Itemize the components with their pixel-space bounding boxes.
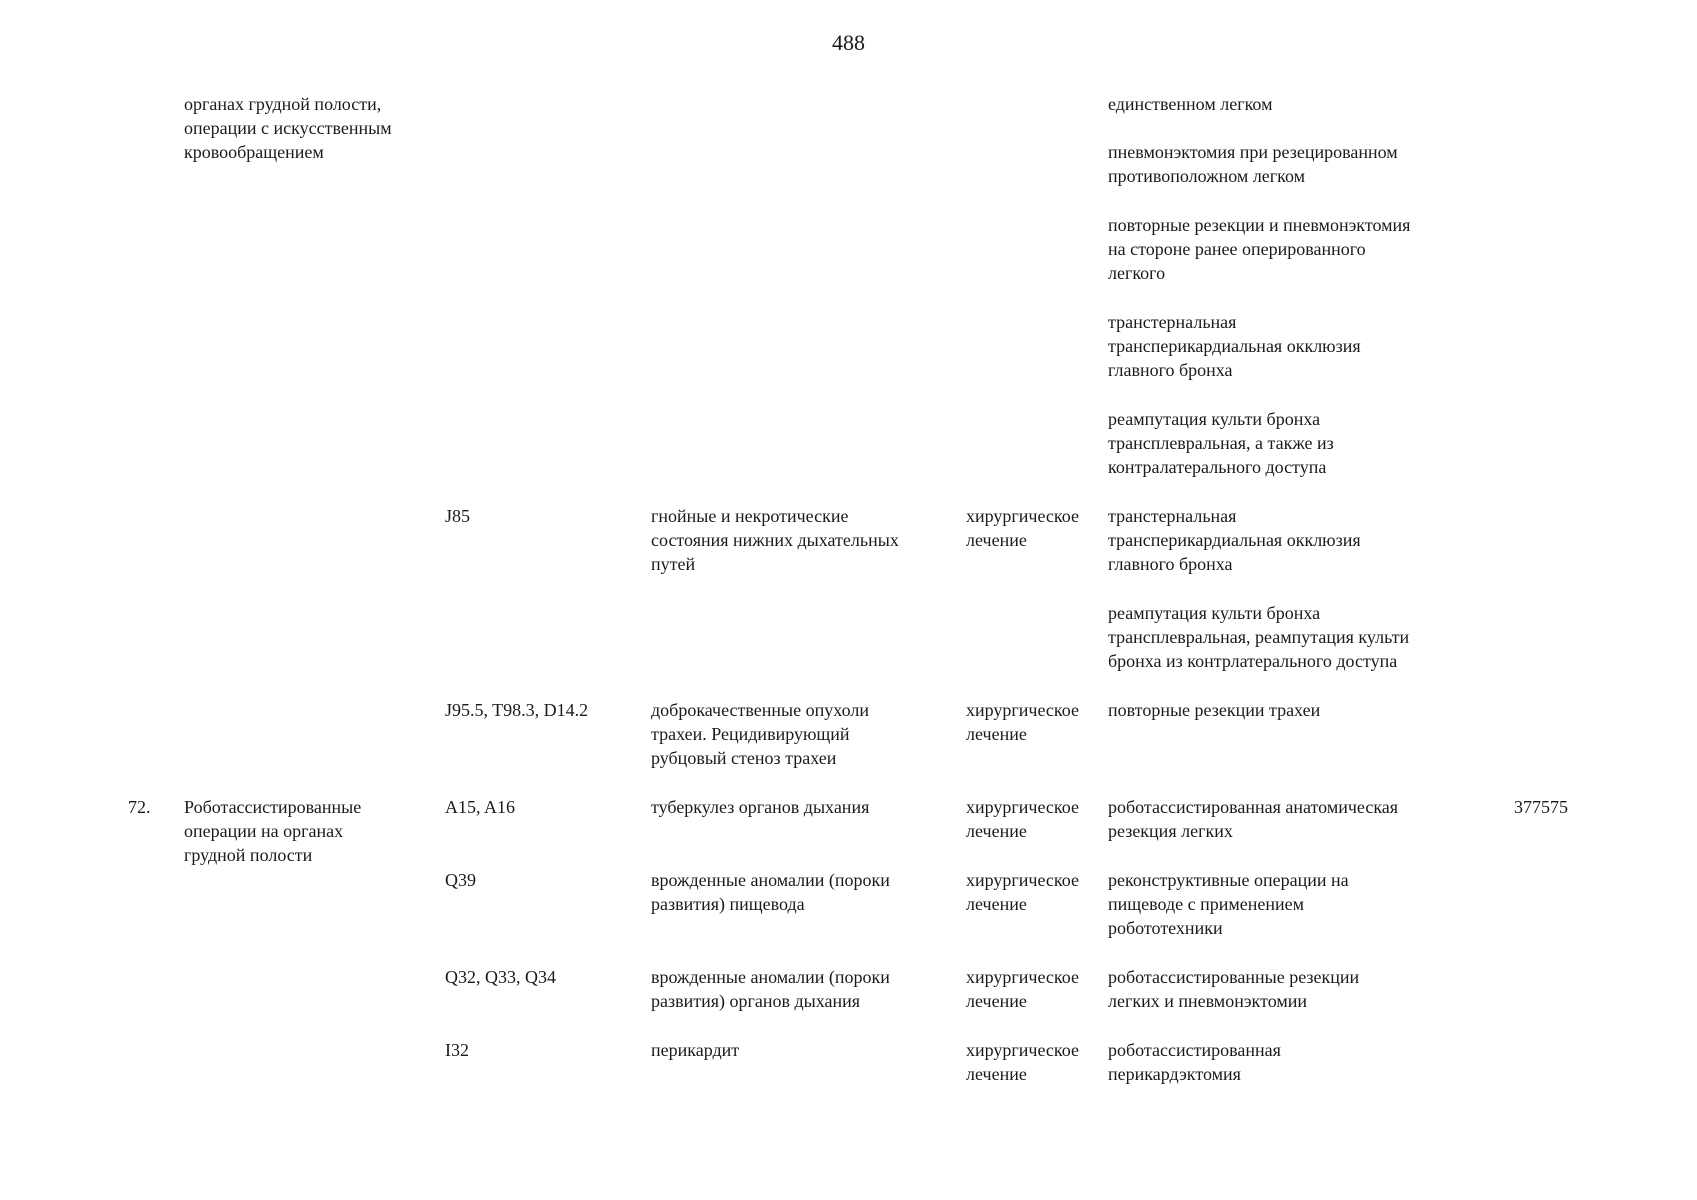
method-cell: повторные резекции трахеи xyxy=(1108,700,1321,720)
treatment-type-cell: хирургическое лечение xyxy=(966,967,1079,1011)
diagnosis-cell: туберкулез органов дыхания xyxy=(651,797,870,817)
icd-code-cell: Q32, Q33, Q34 xyxy=(445,967,556,987)
treatment-type-cell: хирургическое лечение xyxy=(966,797,1079,841)
method-cell: единственном легком xyxy=(1108,94,1273,114)
treatment-type-cell: хирургическое лечение xyxy=(966,1040,1079,1084)
diagnosis-cell: врожденные аномалии (пороки развития) органов дыхания xyxy=(651,967,890,1011)
cost-cell: 377575 xyxy=(1514,797,1568,817)
method-cell: пневмонэктомия при резецированном противоположном легком xyxy=(1108,142,1398,186)
method-cell: транстернальная трансперикардиальная окклюзия главного бронха xyxy=(1108,506,1361,574)
method-cell: роботассистированные резекции легких и пневмонэктомии xyxy=(1108,967,1360,1011)
icd-code-cell: I32 xyxy=(445,1040,469,1060)
method-cell: повторные резекции и пневмонэктомия на стороне ранее оперированного легкого xyxy=(1108,215,1411,283)
method-cell: транстернальная трансперикардиальная окклюзия главного бронха xyxy=(1108,312,1361,380)
diagnosis-cell: врожденные аномалии (пороки развития) пищевода xyxy=(651,870,890,914)
page-number: 488 xyxy=(832,30,865,55)
method-cell: реконструктивные операции на пищеводе с применением робототехники xyxy=(1108,870,1349,938)
method-cell: роботассистированная анатомическая резекция легких xyxy=(1108,797,1399,841)
procedure-name-continued: органах грудной полости, операции с искусственным кровообращением xyxy=(184,94,392,162)
treatment-type-cell: хирургическое лечение xyxy=(966,700,1079,744)
method-cell: реампутация культи бронха трансплевральная, а также из контралатерального доступа xyxy=(1108,409,1334,477)
icd-code-cell: Q39 xyxy=(445,870,476,890)
method-cell: реампутация культи бронха трансплевральная, реампутация культи бронха из контрлатерального доступа xyxy=(1108,603,1410,671)
treatment-type-cell: хирургическое лечение xyxy=(966,506,1079,550)
procedure-name-cell: Роботассистированные операции на органах грудной полости xyxy=(184,797,362,865)
diagnosis-cell: гнойные и некротические состояния нижних дыхательных путей xyxy=(651,506,899,574)
treatment-type-cell: хирургическое лечение xyxy=(966,870,1079,914)
icd-code-cell: A15, A16 xyxy=(445,797,516,817)
icd-code-cell: J95.5, T98.3, D14.2 xyxy=(445,700,589,720)
row-number-cell: 72. xyxy=(128,797,151,817)
icd-code-cell: J85 xyxy=(445,506,471,526)
diagnosis-cell: доброкачественные опухоли трахеи. Рецидивирующий рубцовый стеноз трахеи xyxy=(651,700,869,768)
diagnosis-cell: перикардит xyxy=(651,1040,740,1060)
method-cell: роботассистированная перикардэктомия xyxy=(1108,1040,1281,1084)
